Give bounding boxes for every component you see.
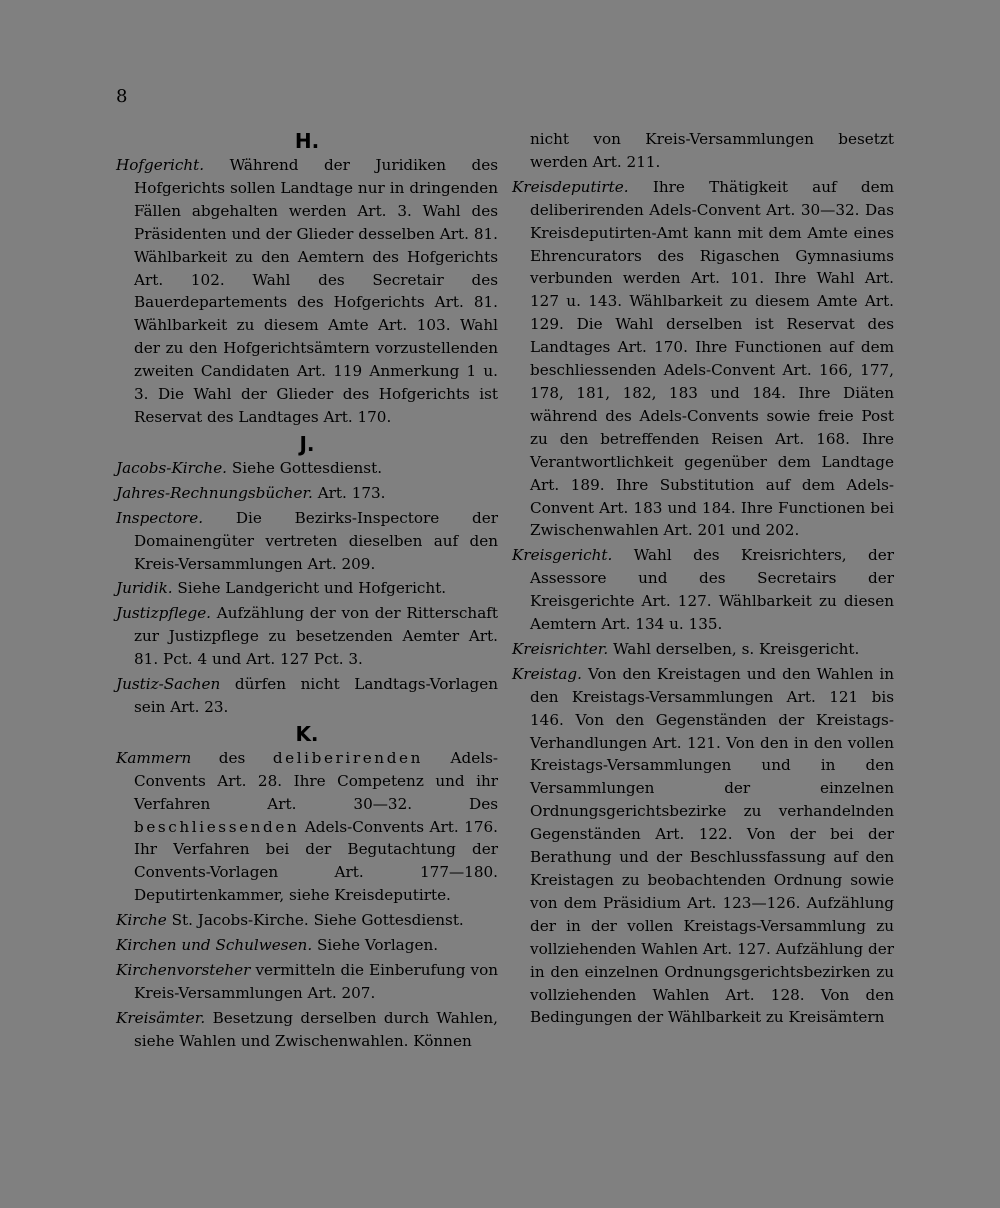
index-entry <box>116 507 498 576</box>
entry-text-spaced: deliberirenden <box>272 748 423 767</box>
entry-text: vermitteln die Einberufung von Kreis-Versammlungen Art. 207. <box>134 961 498 1002</box>
entry-term: Hofgericht. <box>116 156 205 174</box>
section-letter-j: J. <box>299 431 315 456</box>
index-entry <box>116 934 498 957</box>
index-entry <box>512 663 894 1030</box>
entry-term: Kreistag. <box>512 664 582 683</box>
entry-text: Siehe Landgericht und Hofgericht. <box>172 579 447 598</box>
index-entry <box>116 959 498 1005</box>
entry-text: St. Jacobs-Kirche. Siehe Gottesdienst. <box>166 911 464 930</box>
index-entry <box>116 909 498 932</box>
entry-text: Art. 173. <box>312 483 386 502</box>
entry-term: Kirchen und Schulwesen. <box>116 936 313 955</box>
entry-text: Adels-Convents Art. 176. Ihr Verfahren bei der Begutachtung der Convents-Vorlagen Art. 177—180. Deputirtenkammer, siehe Kreisdeputirte. <box>134 817 498 905</box>
entry-term: Juridik. <box>116 579 173 598</box>
entry-text: Siehe Gottesdienst. <box>227 458 383 477</box>
continuation-text: nicht von Kreis-Versammlungen besetzt werden Art. 211. <box>530 130 894 171</box>
entry-term: Jahres-Rechnungsbücher. <box>116 483 313 502</box>
entry-text: Während der Juridiken des Hofgerichts sollen Landtage nur in dringenden Fällen abgehalten werden Art. 3. Wahl des Präsidenten und der Glieder desselben Art. 81. Wählbarkeit zu den Aemtern des Hofgerichts Art. 102. Wahl des Secretair des Bauerdepartements des Hofgerichts Art. 81. Wählbarkeit zu diesem Amte Art. 103. Wahl der zu den Hofgerichtsämtern vorzustellenden zweiten Candidaten Art. 119 Anmerkung 1 u. 3. Die Wahl der Glieder des Hofgerichts ist Reservat des Landtages Art. 170. <box>134 156 498 426</box>
entry-term: Kirche <box>116 911 167 930</box>
entry-text: Adels-Convents Art. 28. Ihre Competenz und ihr Verfahren Art. 30—32. Des <box>134 748 498 813</box>
entry-term: Kammern <box>116 748 192 767</box>
index-entry <box>116 482 498 505</box>
index-entry <box>116 154 498 429</box>
entry-term: Kreisrichter. <box>512 639 609 658</box>
index-entry <box>116 602 498 671</box>
left-column <box>116 128 498 1055</box>
entry-text: Ihre Thätigkeit auf dem deliberirenden Adels-Convent Art. 30—32. Das Kreisdeputirten-Amt kann mit dem Amte eines Ehrencurators des Rigaschen Gymnasiums verbunden werden Art. 101. Ihre Wahl Art. 127 u. 143. Wählbarkeit zu diesem Amte Art. 129. Die Wahl derselben ist Reservat des Landtages Art. 170. Ihre Functionen auf dem beschliessenden Adels-Convent Art. 166, 177, 178, 181, 182, 183 und 184. Ihre Diäten während des Adels-Convents sowie freie Post zu den betreffenden Reisen Art. 168. Ihre Verantwortlichkeit gegenüber dem Landtage Art. 189. Ihre Substitution auf dem Adels-Convent Art. 183 und 184. Ihre Functionen bei Zwischenwahlen Art. 201 und 202. <box>530 177 894 540</box>
index-entry <box>116 747 498 907</box>
entry-text: dürfen nicht Landtags-Vorlagen sein Art. 23. <box>134 675 498 716</box>
index-entry <box>116 577 498 600</box>
entry-text: Die Bezirks-Inspectore der Domainengüter vertreten dieselben auf den Kreis-Versammlungen Art. 209. <box>134 508 498 573</box>
entry-term: Kreisgericht. <box>512 546 613 565</box>
entry-term: Inspectore. <box>116 508 204 527</box>
index-entry <box>116 673 498 719</box>
index-entry <box>116 1007 498 1053</box>
entry-text: Wahl des Kreisrichters, der Assessore und des Secretairs der Kreisgerichte Art. 127. Wählbarkeit zu diesen Aemtern Art. 134 u. 135. <box>530 546 894 634</box>
entry-term: Jacobs-Kirche. <box>116 458 228 477</box>
entry-text: Wahl derselben, s. Kreisgericht. <box>608 639 860 658</box>
index-entry <box>512 638 894 661</box>
entry-text-spaced: beschliessenden <box>134 817 300 836</box>
entry-text: Siehe Vorlagen. <box>312 936 439 955</box>
section-letter-h: H. <box>294 129 320 153</box>
right-column <box>512 128 894 1031</box>
page-number: 8 <box>116 86 128 107</box>
entry-term: Justiz-Sachen <box>116 675 221 694</box>
entry-text: des <box>191 748 273 767</box>
index-entry <box>116 457 498 480</box>
entry-term: Justizpflege. <box>116 604 212 623</box>
entry-text: Aufzählung der von der Ritterschaft zur Justizpflege zu besetzenden Aemter Art. 81. Pct. 4 und Art. 127 Pct. 3. <box>134 604 498 669</box>
entry-term: Kreisämter. <box>116 1008 206 1027</box>
entry-text: Von den Kreistagen und den Wahlen in den Kreistags-Versammlungen Art. 121 bis 146. Von den Gegenständen der Kreistags-Verhandlungen Art. 121. Von den in den vollen Kreistags-Versammlungen und in den Versammlungen der einzelnen Ordnungsgerichtsbezirke zu verhandelnden Gegenständen Art. 122. Von der bei der Berathung und der Beschlussfassung auf den Kreistagen zu beobachtenden Ordnung sowie von dem Präsidium Art. 123—126. Aufzählung der in der vollen Kreistags-Versammlung zu vollziehenden Wahlen Art. 127. Aufzählung der in den einzelnen Ordnungsgerichtsbezirken zu vollziehenden Wahlen Art. 128. Von den Bedingungen der Wählbarkeit zu Kreisämtern <box>530 664 894 1027</box>
entry-term: Kreisdeputirte. <box>512 177 629 196</box>
entry-text: Besetzung derselben durch Wahlen, siehe Wahlen und Zwischenwahlen. Können <box>134 1008 498 1050</box>
index-entry <box>512 176 894 543</box>
entry-term: Kirchenvorsteher <box>116 961 251 979</box>
index-entry <box>512 544 894 636</box>
section-letter-k: K. <box>295 721 319 746</box>
